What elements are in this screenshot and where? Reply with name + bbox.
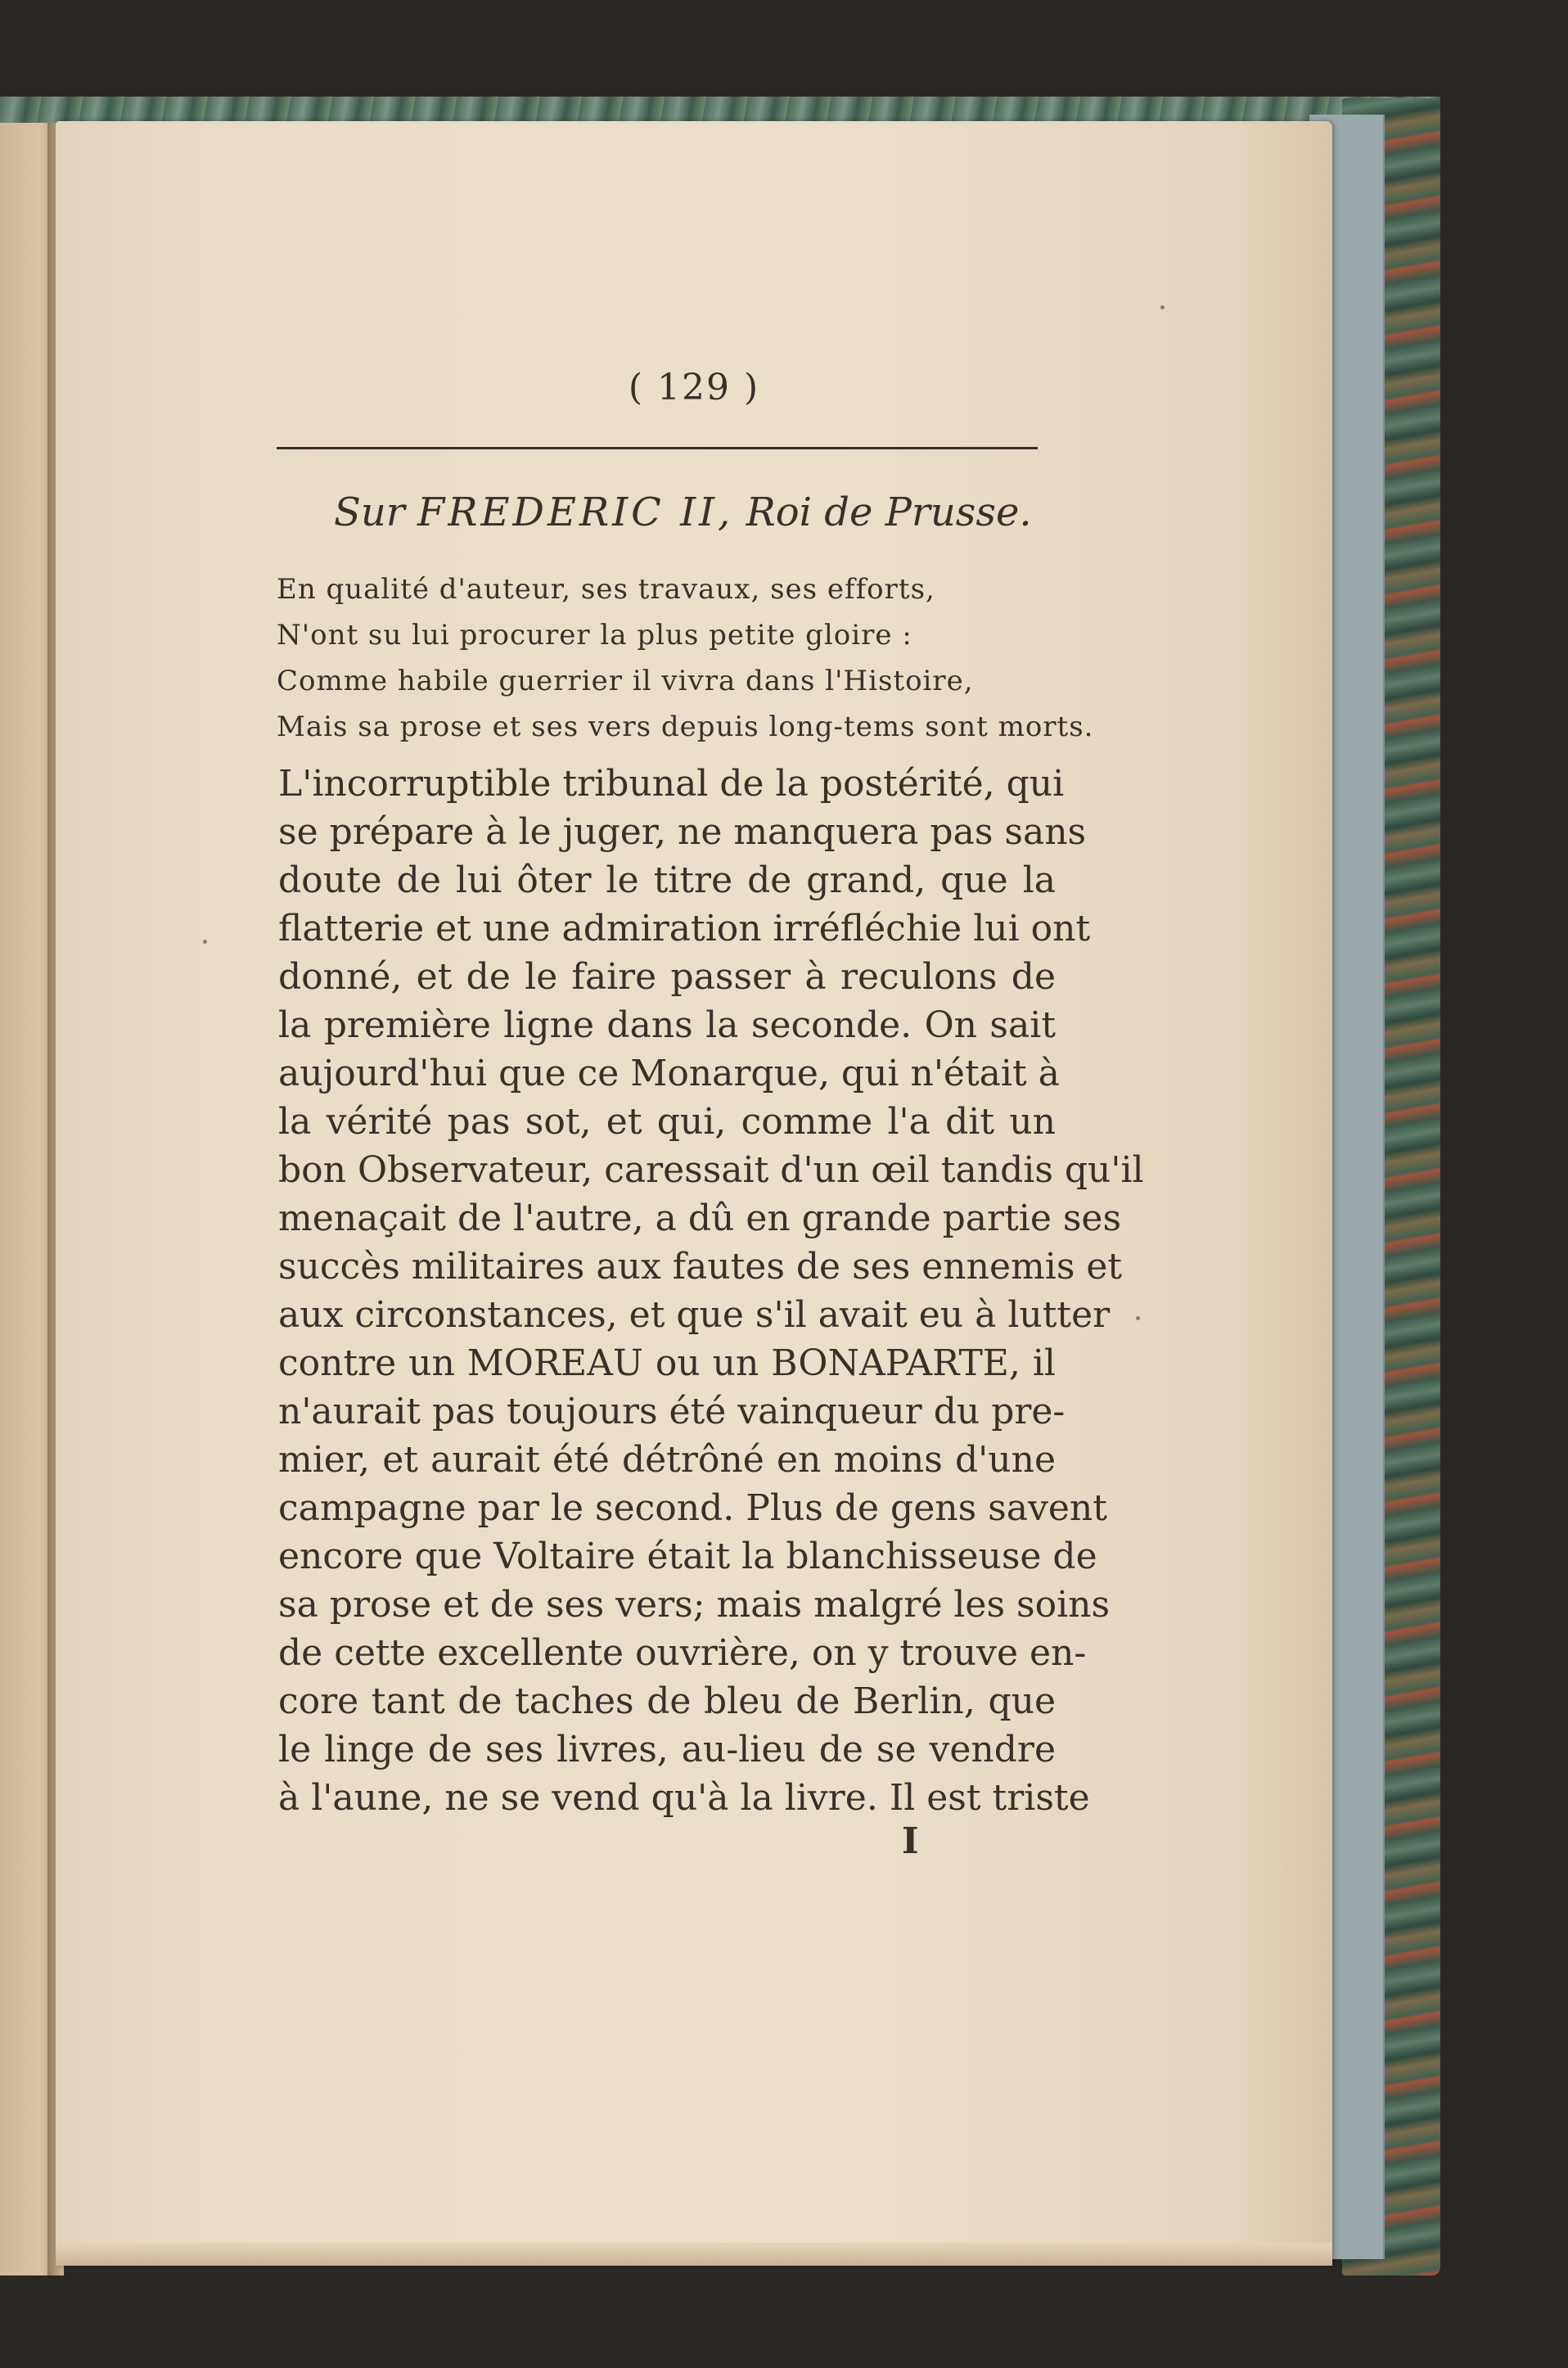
prose-line: doute de lui ôter le titre de grand, que la bbox=[278, 859, 1056, 901]
prose-line: menaçait de l'autre, a dû en grande partie ses bbox=[278, 1198, 1122, 1239]
paper-speck bbox=[203, 940, 207, 944]
prose-line: campagne par le second. Plus de gens savent bbox=[278, 1487, 1107, 1529]
prose-line: se prépare à le juger, ne manquera pas sans bbox=[278, 811, 1087, 853]
prose-line: aujourd'hui que ce Monarque, qui n'était à bbox=[278, 1053, 1060, 1094]
prose-line: la vérité pas sot, et qui, comme l'a dit un bbox=[278, 1101, 1056, 1143]
prose-line: bon Observateur, caressait d'un œil tandis qu'il bbox=[278, 1149, 1144, 1191]
prose-line: encore que Voltaire était la blanchisseuse de bbox=[278, 1536, 1097, 1577]
prose-line: le linge de ses livres, au-lieu de se vendre bbox=[278, 1729, 1056, 1770]
header-rule bbox=[277, 447, 1038, 449]
prose-line: contre un MOREAU ou un BONAPARTE, il bbox=[278, 1342, 1056, 1384]
paper-speck bbox=[1136, 1316, 1140, 1320]
page-number: ( 129 ) bbox=[628, 367, 760, 408]
section-title bbox=[334, 489, 1032, 535]
signature-mark: I bbox=[902, 1820, 919, 1862]
page-bottom-edge bbox=[56, 2243, 1332, 2266]
prose-line: mier, et aurait été détrôné en moins d'une bbox=[278, 1439, 1056, 1481]
prose-line: aux circonstances, et que s'il avait eu à lutter bbox=[278, 1294, 1111, 1336]
verse-line: Mais sa prose et ses vers depuis long-tems sont morts. bbox=[277, 710, 1094, 743]
paper-speck bbox=[1160, 305, 1165, 309]
prose-line: succès militaires aux fautes de ses ennemis et bbox=[278, 1246, 1123, 1288]
title-suffix: Roi de Prusse. bbox=[746, 489, 1032, 535]
prose-line: à l'aune, ne se vend qu'à la livre. Il est triste bbox=[278, 1777, 1090, 1819]
prose-line: de cette excellente ouvrière, on y trouve en- bbox=[278, 1632, 1087, 1674]
prose-line: n'aurait pas toujours été vainqueur du pre- bbox=[278, 1391, 1066, 1432]
title-prefix: Sur bbox=[334, 489, 405, 535]
prose-line: la première ligne dans la seconde. On sait bbox=[278, 1004, 1056, 1046]
book-page bbox=[56, 121, 1332, 2266]
verse-line: En qualité d'auteur, ses travaux, ses efforts, bbox=[277, 573, 935, 606]
title-name: FREDERIC II, bbox=[417, 489, 734, 535]
prose-line: core tant de taches de bleu de Berlin, que bbox=[278, 1680, 1056, 1722]
verse-line: N'ont su lui procurer la plus petite gloire : bbox=[277, 619, 912, 652]
prose-line: donné, et de le faire passer à reculons de bbox=[278, 956, 1056, 998]
prose-line: flatterie et une admiration irréfléchie lui ont bbox=[278, 908, 1091, 949]
verse-line: Comme habile guerrier il vivra dans l'Histoire, bbox=[277, 665, 974, 697]
prose-line: sa prose et de ses vers; mais malgré les soins bbox=[278, 1584, 1111, 1626]
prose-line: L'incorruptible tribunal de la postérité, qui bbox=[278, 763, 1065, 805]
